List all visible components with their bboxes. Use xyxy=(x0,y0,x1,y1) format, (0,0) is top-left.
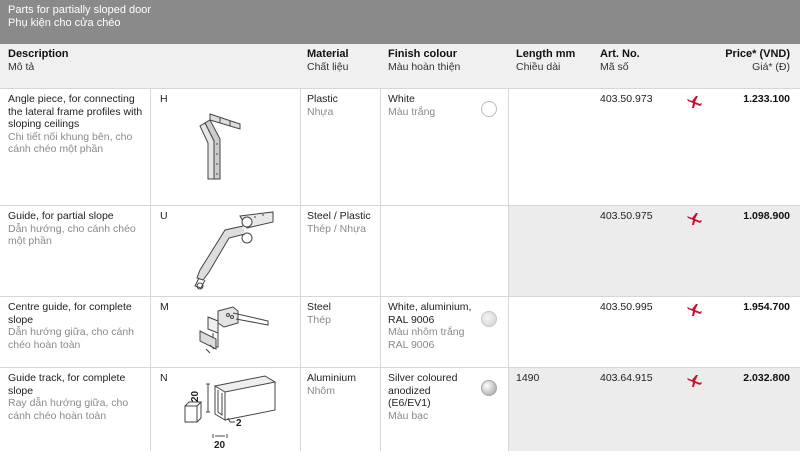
col-material-en: Material xyxy=(307,48,349,60)
table-row xyxy=(0,296,800,368)
row-material xyxy=(307,301,377,326)
airplane-icon xyxy=(686,374,702,388)
row-material xyxy=(307,372,377,397)
material-en: Plastic xyxy=(307,93,338,105)
section-title-vi: Phụ kiện cho cửa chéo xyxy=(8,17,121,29)
price: 1.233.100 xyxy=(743,93,790,105)
price: 1.098.900 xyxy=(743,210,790,222)
color-swatch xyxy=(481,311,497,327)
finish-vi: Màu nhôm trắng RAL 9006 xyxy=(388,326,465,351)
section-banner xyxy=(0,0,800,44)
row-description xyxy=(8,301,146,351)
description-en: Guide track, for complete slope xyxy=(8,372,126,397)
col-artno xyxy=(600,48,640,73)
material-vi: Nhựa xyxy=(307,105,334,118)
description-en: Guide, for partial slope xyxy=(8,210,114,222)
angle-piece-icon xyxy=(180,109,250,187)
col-artno-vi: Mã số xyxy=(600,61,629,73)
col-length xyxy=(516,48,575,73)
description-en: Centre guide, for complete slope xyxy=(8,301,132,326)
col-price-en: Price* (VND) xyxy=(725,48,790,60)
row-finish xyxy=(388,93,478,118)
col-finish-en: Finish colour xyxy=(388,48,458,60)
col-material xyxy=(307,48,349,73)
col-length-vi: Chiều dài xyxy=(516,61,561,73)
finish-vi: Màu bạc xyxy=(388,409,429,422)
article-number: 403.50.995 xyxy=(600,301,653,313)
item-letter: U xyxy=(160,210,168,222)
item-letter: N xyxy=(160,372,168,384)
col-artno-en: Art. No. xyxy=(600,48,640,60)
col-description-en: Description xyxy=(8,48,69,60)
row-description xyxy=(8,93,146,156)
material-en: Aluminium xyxy=(307,372,357,384)
table-row xyxy=(0,367,800,451)
col-price-vi: Giá* (Đ) xyxy=(752,61,790,73)
partial-guide-icon xyxy=(185,208,280,296)
col-description xyxy=(8,48,69,73)
dim-width: 20 xyxy=(214,440,226,451)
article-number: 403.50.973 xyxy=(600,93,653,105)
finish-vi: Màu trắng xyxy=(388,105,436,118)
finish-en: White, aluminium, RAL 9006 xyxy=(388,301,472,326)
col-description-vi: Mô tả xyxy=(8,61,35,73)
row-description xyxy=(8,372,146,422)
finish-en: White xyxy=(388,93,415,105)
col-length-en: Length mm xyxy=(516,48,576,60)
table-row xyxy=(0,205,800,297)
material-vi: Thép xyxy=(307,313,331,326)
centre-guide-icon xyxy=(188,303,273,361)
finish-en: Silver coloured anodized (E6/EV1) xyxy=(388,372,458,409)
row-finish xyxy=(388,372,476,422)
col-material-vi: Chất liệu xyxy=(307,61,349,73)
material-en: Steel xyxy=(307,301,331,313)
airplane-icon xyxy=(686,303,702,317)
airplane-icon xyxy=(686,95,702,109)
item-letter: M xyxy=(160,301,169,313)
row-material xyxy=(307,210,377,235)
item-letter: H xyxy=(160,93,168,105)
length-value: 1490 xyxy=(516,372,540,384)
row-material xyxy=(307,93,377,118)
row-finish xyxy=(388,301,478,351)
description-en: Angle piece, for connecting the lateral frame profiles with sloping ceilings xyxy=(8,93,143,130)
material-vi: Nhôm xyxy=(307,384,336,397)
guide-track-icon xyxy=(180,374,280,457)
dim-height: 20 xyxy=(190,390,201,402)
description-vi: Dẫn hướng giữa, cho cánh chéo hoàn toàn xyxy=(8,326,135,351)
article-number: 403.50.975 xyxy=(600,210,653,222)
section-title-en: Parts for partially sloped door xyxy=(8,4,152,16)
col-finish-vi: Màu hoàn thiện xyxy=(388,61,461,73)
col-price xyxy=(725,48,790,73)
material-vi: Thép / Nhựa xyxy=(307,222,366,235)
col-finish xyxy=(388,48,460,73)
description-vi: Ray dẫn hướng giữa, cho cánh chéo hoàn toàn xyxy=(8,397,129,422)
price: 1.954.700 xyxy=(743,301,790,313)
table-row xyxy=(0,88,800,206)
color-swatch xyxy=(481,380,497,396)
price: 2.032.800 xyxy=(743,372,790,384)
dim-thickness: 2 xyxy=(236,418,242,429)
article-number: 403.64.915 xyxy=(600,372,653,384)
table-header xyxy=(0,44,800,88)
color-swatch xyxy=(481,101,497,117)
row-description xyxy=(8,210,146,248)
description-vi: Dẫn hướng, cho cánh chéo một phần xyxy=(8,222,136,247)
airplane-icon xyxy=(686,212,702,226)
description-vi: Chi tiết nối khung bên, cho cánh chéo một phần xyxy=(8,130,133,155)
material-en: Steel / Plastic xyxy=(307,210,371,222)
